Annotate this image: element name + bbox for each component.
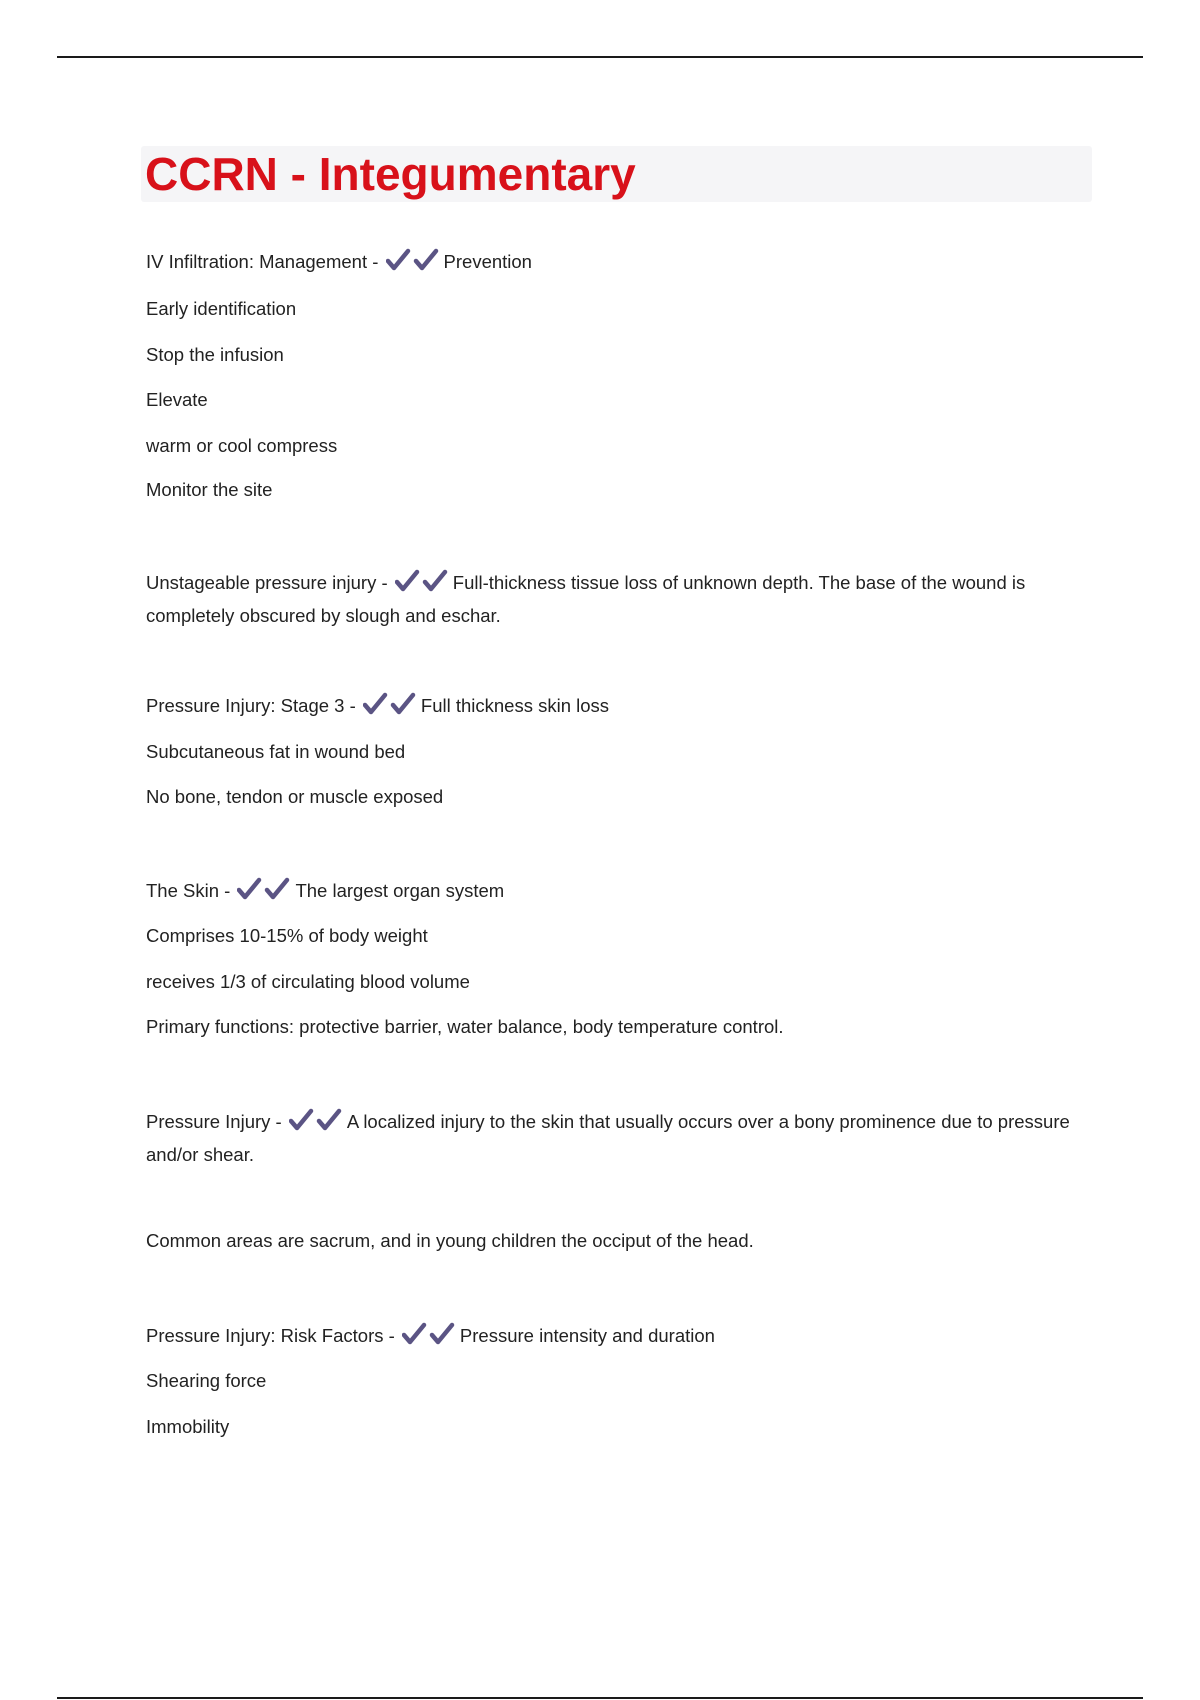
card-1-extra-1: Early identification: [146, 298, 297, 319]
double-check-icon: [237, 877, 291, 909]
top-rule: [57, 56, 1143, 58]
card-4-extra-3: Primary functions: protective barrier, water balance, body temperature control.: [146, 1016, 784, 1037]
card-3-definition: Full thickness skin loss: [420, 695, 610, 716]
card-1-definition: Prevention: [443, 251, 532, 272]
card-1-extra-2: Stop the infusion: [146, 344, 284, 365]
card-4-extra-2: receives 1/3 of circulating blood volume: [146, 971, 470, 992]
card-5-extra-1: Common areas are sacrum, and in young children the occiput of the head.: [146, 1230, 754, 1251]
card-2-term: Unstageable pressure injury -: [146, 572, 393, 593]
double-check-icon: [402, 1322, 456, 1354]
card-6-extra-1: Shearing force: [146, 1370, 267, 1391]
card-4-term: The Skin -: [146, 880, 236, 901]
bottom-rule: [57, 1697, 1143, 1699]
card-1-extra-3: Elevate: [146, 389, 208, 410]
card-3-extra-1: Subcutaneous fat in wound bed: [146, 741, 406, 762]
page-title: CCRN - Integumentary: [145, 148, 636, 200]
card-6-extra-2: Immobility: [146, 1416, 230, 1437]
card-6-definition: Pressure intensity and duration: [459, 1325, 715, 1346]
card-4-definition: The largest organ system: [295, 880, 505, 901]
card-1-extra-5: Monitor the site: [146, 479, 273, 500]
card-5-term-line: [146, 1107, 1086, 1169]
double-check-icon: [386, 248, 440, 280]
card-1-term: IV Infiltration: Management -: [146, 251, 384, 272]
card-3-term: Pressure Injury: Stage 3 -: [146, 695, 361, 716]
card-4-extra-1: Comprises 10-15% of body weight: [146, 925, 428, 946]
card-5-term: Pressure Injury -: [146, 1111, 287, 1132]
double-check-icon: [395, 569, 449, 601]
card-4-term-line: [146, 876, 1086, 909]
card-2-term-line: [146, 568, 1086, 630]
double-check-icon: [289, 1108, 343, 1140]
card-6-term-line: [146, 1321, 1086, 1354]
card-1-term-line: [146, 247, 1086, 280]
card-2-definition: Full-thickness tissue loss of unknown depth. The base of the wound is completely obscured by slough and eschar.: [146, 572, 1026, 626]
card-5-definition: A localized injury to the skin that usually occurs over a bony prominence due to pressure and/or shear.: [146, 1111, 1070, 1165]
card-3-term-line: [146, 691, 1086, 724]
card-6-term: Pressure Injury: Risk Factors -: [146, 1325, 400, 1346]
double-check-icon: [363, 692, 417, 724]
card-3-extra-2: No bone, tendon or muscle exposed: [146, 786, 444, 807]
card-1-extra-4: warm or cool compress: [146, 435, 338, 456]
